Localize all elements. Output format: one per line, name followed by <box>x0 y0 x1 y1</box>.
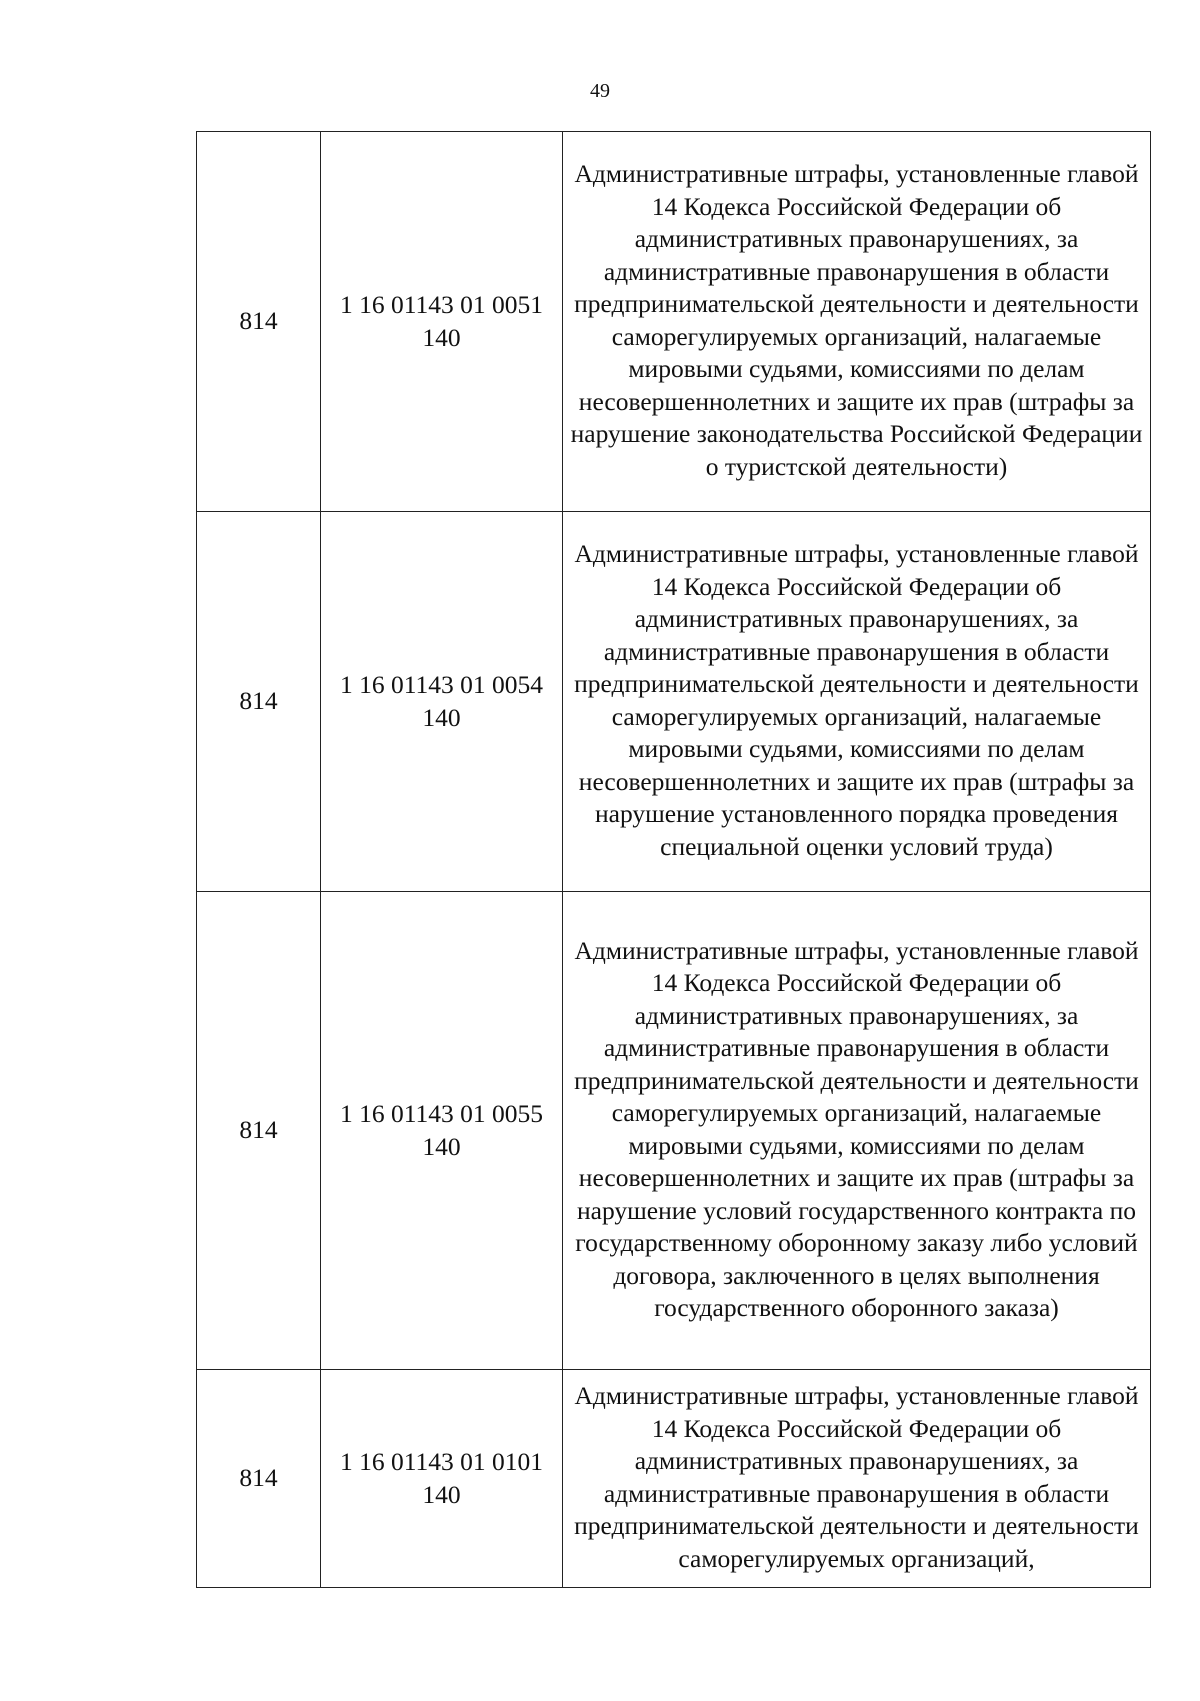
kbk-code-cell <box>321 1370 563 1588</box>
kbk-code-suffix: 140 <box>422 1131 461 1161</box>
table-row <box>197 1370 1151 1588</box>
kbk-code-suffix: 140 <box>422 1479 461 1509</box>
description-cell: Административные штрафы, установленные главой 14 Кодекса Российской Федерации об административных правонарушениях, за административные правонарушения в области предпринимательской деятельности и деятельности саморегулируемых организаций, налагаемые мировыми судьями, комиссиями по делам несовершеннолетних и защите их прав (штрафы за нарушение законодательства Российской Федерации о туристской деятельности) <box>563 132 1151 512</box>
description-cell: Административные штрафы, установленные главой 14 Кодекса Российской Федерации об административных правонарушениях, за административные правонарушения в области предпринимательской деятельности и деятельности саморегулируемых организаций, <box>563 1370 1151 1588</box>
admin-code-cell: 814 <box>197 512 321 892</box>
table-row <box>197 132 1151 512</box>
kbk-code-cell <box>321 512 563 892</box>
table-row <box>197 512 1151 892</box>
admin-code-cell: 814 <box>197 892 321 1370</box>
kbk-code-cell <box>321 132 563 512</box>
kbk-code-line: 1 16 01143 01 0101 <box>339 1447 544 1476</box>
kbk-code-cell <box>321 892 563 1370</box>
admin-code-cell: 814 <box>197 132 321 512</box>
description-cell: Административные штрафы, установленные главой 14 Кодекса Российской Федерации об административных правонарушениях, за административные правонарушения в области предпринимательской деятельности и деятельности саморегулируемых организаций, налагаемые мировыми судьями, комиссиями по делам несовершеннолетних и защите их прав (штрафы за нарушение установленного порядка проведения специальной оценки условий труда) <box>563 512 1151 892</box>
kbk-code-line: 1 16 01143 01 0051 <box>339 290 544 319</box>
table-row <box>197 892 1151 1370</box>
page-number: 49 <box>590 80 610 102</box>
kbk-code-suffix: 140 <box>422 322 461 352</box>
budget-codes-table <box>196 131 1151 1588</box>
description-cell: Административные штрафы, установленные главой 14 Кодекса Российской Федерации об административных правонарушениях, за административные правонарушения в области предпринимательской деятельности и деятельности саморегулируемых организаций, налагаемые мировыми судьями, комиссиями по делам несовершеннолетних и защите их прав (штрафы за нарушение условий государственного контракта по государственному оборонному заказу либо условий договора, заключенного в целях выполнения государственного оборонного заказа) <box>563 892 1151 1370</box>
kbk-code-line: 1 16 01143 01 0055 <box>339 1099 544 1128</box>
kbk-code-suffix: 140 <box>422 702 461 732</box>
kbk-code-line: 1 16 01143 01 0054 <box>339 670 544 699</box>
admin-code-cell: 814 <box>197 1370 321 1588</box>
